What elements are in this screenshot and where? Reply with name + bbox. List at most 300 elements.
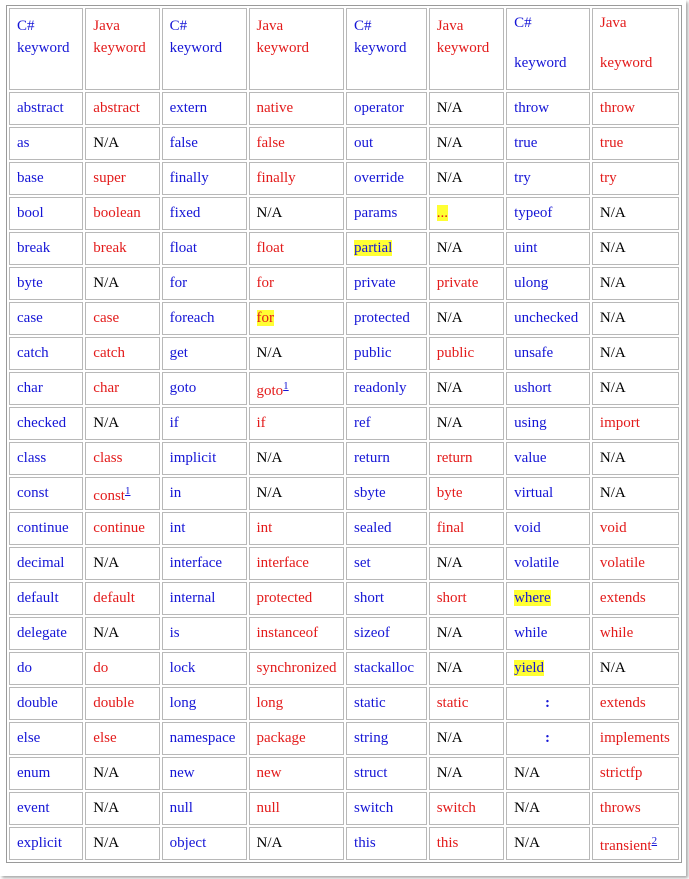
keyword-text: char — [17, 380, 43, 396]
csharp-keyword-cell — [506, 512, 590, 545]
table-row — [9, 92, 679, 125]
keyword-text: N/A — [436, 555, 463, 571]
java-keyword-cell — [249, 197, 345, 230]
java-keyword-cell — [592, 652, 679, 685]
table-row — [9, 582, 679, 615]
keyword-text: static — [436, 695, 469, 711]
java-keyword-cell — [85, 582, 159, 615]
keyword-text: interface — [256, 555, 309, 571]
keyword-text: catch — [93, 345, 125, 361]
keyword-text: lock — [169, 660, 196, 676]
keyword-text: double — [17, 695, 58, 711]
keyword-text: new — [169, 765, 195, 781]
csharp-keyword-cell — [162, 547, 247, 580]
csharp-keyword-cell — [506, 372, 590, 405]
table-row — [9, 372, 679, 405]
csharp-keyword-cell — [506, 127, 590, 160]
csharp-keyword-cell — [346, 582, 427, 615]
java-keyword-cell — [249, 407, 345, 440]
table-body — [9, 92, 679, 860]
keyword-text: while — [514, 625, 548, 641]
table-row — [9, 337, 679, 370]
csharp-keyword-cell — [162, 477, 247, 510]
keyword-text: finally — [256, 170, 296, 186]
keyword-text: case — [93, 310, 120, 326]
header-lang: Java — [93, 18, 120, 34]
keyword-text: N/A — [93, 135, 120, 151]
keyword-text: struct — [354, 765, 388, 781]
header-row — [9, 8, 679, 90]
keyword-text: int — [256, 520, 273, 536]
keyword-text: volatile — [514, 555, 560, 571]
java-keyword-cell — [85, 127, 159, 160]
csharp-keyword-cell — [506, 302, 590, 335]
header-csharp-3 — [346, 8, 427, 90]
java-keyword-cell — [592, 302, 679, 335]
csharp-keyword-cell — [506, 617, 590, 650]
keyword-text: enum — [17, 765, 51, 781]
keyword-text: N/A — [436, 415, 463, 431]
java-keyword-cell — [429, 197, 504, 230]
table-row — [9, 617, 679, 650]
csharp-keyword-cell — [162, 267, 247, 300]
csharp-keyword-cell — [346, 652, 427, 685]
keyword-text: this — [354, 835, 376, 851]
keyword-text: bool — [17, 205, 44, 221]
keyword-text: const — [93, 487, 125, 504]
csharp-keyword-cell — [9, 127, 83, 160]
csharp-keyword-cell — [506, 547, 590, 580]
csharp-keyword-cell — [162, 127, 247, 160]
csharp-keyword-cell — [9, 792, 83, 825]
java-keyword-cell — [429, 232, 504, 265]
keyword-text: checked — [17, 415, 67, 431]
header-lang: C# — [514, 15, 532, 31]
keyword-text: extends — [599, 695, 646, 711]
keyword-text: try — [599, 170, 617, 186]
csharp-keyword-cell — [506, 407, 590, 440]
keyword-text: N/A — [436, 100, 463, 116]
keyword-text: is — [169, 625, 180, 641]
table-row — [9, 197, 679, 230]
csharp-keyword-cell — [346, 477, 427, 510]
csharp-keyword-cell — [506, 722, 590, 755]
footnote-link[interactable]: 1 — [124, 484, 131, 497]
java-keyword-cell — [592, 92, 679, 125]
keyword-text: continue — [93, 520, 145, 536]
table-row — [9, 302, 679, 335]
keyword-text: case — [17, 310, 43, 326]
keyword-text: for — [169, 275, 188, 291]
keyword-text: strictfp — [599, 765, 643, 781]
csharp-keyword-cell — [506, 442, 590, 475]
keyword-text: : — [544, 695, 550, 711]
keyword-text: N/A — [436, 730, 463, 746]
keyword-text: for — [256, 310, 274, 326]
keyword-text: N/A — [256, 450, 283, 466]
keyword-text: ushort — [514, 380, 552, 396]
csharp-keyword-cell — [9, 827, 83, 860]
table-row — [9, 687, 679, 720]
keyword-text: super — [93, 170, 126, 186]
keyword-text: long — [256, 695, 284, 711]
csharp-keyword-cell — [162, 372, 247, 405]
keyword-text: instanceof — [256, 625, 319, 641]
keyword-text: N/A — [93, 555, 120, 571]
keyword-text: float — [169, 240, 198, 256]
java-keyword-cell — [249, 267, 345, 300]
java-keyword-cell — [85, 162, 159, 195]
keyword-text: class — [93, 450, 123, 466]
keyword-text: N/A — [256, 205, 283, 221]
java-keyword-cell — [429, 617, 504, 650]
java-keyword-cell — [249, 652, 345, 685]
csharp-keyword-cell — [162, 722, 247, 755]
header-word: keyword — [93, 40, 146, 56]
csharp-keyword-cell — [346, 617, 427, 650]
java-keyword-cell — [592, 477, 679, 510]
keyword-text: in — [169, 485, 182, 501]
csharp-keyword-cell — [9, 442, 83, 475]
csharp-keyword-cell — [346, 722, 427, 755]
csharp-keyword-cell — [506, 477, 590, 510]
keyword-text: internal — [169, 590, 216, 606]
table-row — [9, 267, 679, 300]
table-row — [9, 547, 679, 580]
keyword-text: false — [169, 135, 198, 151]
keyword-text: N/A — [599, 240, 626, 256]
keyword-text: interface — [169, 555, 223, 571]
csharp-keyword-cell — [162, 302, 247, 335]
java-keyword-cell — [249, 722, 345, 755]
java-keyword-cell — [592, 827, 679, 860]
footnote-link[interactable]: 2 — [651, 834, 658, 847]
keyword-text: default — [93, 590, 135, 606]
java-keyword-cell — [249, 302, 345, 335]
java-keyword-cell — [429, 477, 504, 510]
csharp-keyword-cell — [9, 687, 83, 720]
java-keyword-cell — [429, 512, 504, 545]
keyword-text: private — [354, 275, 396, 291]
java-keyword-cell — [429, 582, 504, 615]
csharp-keyword-cell — [162, 162, 247, 195]
java-keyword-cell — [429, 337, 504, 370]
java-keyword-cell — [429, 757, 504, 790]
csharp-keyword-cell — [506, 652, 590, 685]
csharp-keyword-cell — [9, 372, 83, 405]
java-keyword-cell — [249, 477, 345, 510]
keyword-text: base — [17, 170, 44, 186]
java-keyword-cell — [592, 372, 679, 405]
keyword-text: boolean — [93, 205, 141, 221]
keyword-text: N/A — [436, 660, 463, 676]
csharp-keyword-cell — [9, 197, 83, 230]
csharp-keyword-cell — [9, 617, 83, 650]
table-row — [9, 477, 679, 510]
keyword-text: : — [544, 730, 550, 746]
csharp-keyword-cell — [162, 407, 247, 440]
csharp-keyword-cell — [346, 407, 427, 440]
java-keyword-cell — [249, 162, 345, 195]
java-keyword-cell — [249, 827, 345, 860]
keyword-text: delegate — [17, 625, 67, 641]
java-keyword-cell — [429, 372, 504, 405]
header-word: keyword — [17, 40, 70, 56]
keyword-text: typeof — [514, 205, 553, 221]
keyword-text: virtual — [514, 485, 554, 501]
header-csharp-1 — [9, 8, 83, 90]
java-keyword-cell — [429, 407, 504, 440]
keyword-text: N/A — [599, 310, 626, 326]
keyword-text: break — [17, 240, 51, 256]
keyword-text: true — [514, 135, 538, 151]
keyword-text: N/A — [599, 450, 626, 466]
java-keyword-cell — [249, 792, 345, 825]
csharp-keyword-cell — [506, 582, 590, 615]
keyword-text: break — [93, 240, 127, 256]
keyword-text: if — [169, 415, 179, 431]
keyword-text: default — [17, 590, 59, 606]
csharp-keyword-cell — [506, 687, 590, 720]
keyword-text: N/A — [599, 660, 626, 676]
csharp-keyword-cell — [346, 372, 427, 405]
java-keyword-cell — [85, 617, 159, 650]
keyword-text: N/A — [436, 625, 463, 641]
csharp-keyword-cell — [346, 337, 427, 370]
java-keyword-cell — [592, 687, 679, 720]
footnote-link[interactable]: 1 — [283, 379, 289, 392]
keyword-text: get — [169, 345, 188, 361]
keyword-text: ... — [436, 205, 448, 221]
keyword-text: new — [256, 765, 282, 781]
keyword-text: void — [514, 520, 541, 536]
table-row — [9, 827, 679, 860]
java-keyword-cell — [429, 442, 504, 475]
java-keyword-cell — [592, 442, 679, 475]
java-keyword-cell — [85, 547, 159, 580]
footnote-marker — [652, 833, 658, 847]
java-keyword-cell — [592, 232, 679, 265]
java-keyword-cell — [249, 442, 345, 475]
keyword-text: native — [256, 100, 294, 116]
csharp-keyword-cell — [346, 442, 427, 475]
keyword-text: N/A — [93, 765, 120, 781]
keyword-text: where — [514, 590, 551, 606]
java-keyword-cell — [429, 687, 504, 720]
keyword-text: N/A — [514, 765, 540, 781]
csharp-keyword-cell — [162, 232, 247, 265]
java-keyword-cell — [85, 92, 159, 125]
csharp-keyword-cell — [346, 92, 427, 125]
csharp-keyword-cell — [346, 267, 427, 300]
keyword-text: as — [17, 135, 30, 151]
header-java-3 — [429, 8, 504, 90]
keyword-text: goto — [169, 380, 197, 396]
keyword-text: N/A — [514, 835, 540, 851]
csharp-keyword-cell — [162, 687, 247, 720]
java-keyword-cell — [85, 757, 159, 790]
csharp-keyword-cell — [9, 582, 83, 615]
java-keyword-cell — [592, 757, 679, 790]
keyword-text: char — [93, 380, 120, 396]
keyword-text: fixed — [169, 205, 201, 221]
csharp-keyword-cell — [506, 92, 590, 125]
keyword-text: throw — [514, 100, 550, 116]
java-keyword-cell — [249, 127, 345, 160]
keyword-text: do — [93, 660, 109, 676]
csharp-keyword-cell — [162, 197, 247, 230]
java-keyword-cell — [85, 267, 159, 300]
header-lang: Java — [436, 18, 464, 34]
keyword-text: short — [436, 590, 467, 606]
csharp-keyword-cell — [162, 792, 247, 825]
java-keyword-cell — [429, 652, 504, 685]
keyword-text: implicit — [169, 450, 217, 466]
header-word: keyword — [514, 55, 567, 71]
java-keyword-cell — [592, 337, 679, 370]
keyword-text: else — [93, 730, 117, 746]
csharp-keyword-cell — [506, 337, 590, 370]
keyword-text: value — [514, 450, 547, 466]
keyword-text: for — [256, 275, 274, 291]
keyword-text: switch — [436, 800, 476, 816]
java-keyword-cell — [85, 687, 159, 720]
header-java-1 — [85, 8, 159, 90]
java-keyword-cell — [85, 792, 159, 825]
header-lang: C# — [17, 18, 35, 34]
keyword-text: N/A — [93, 415, 120, 431]
keyword-text: else — [17, 730, 41, 746]
keyword-text: N/A — [93, 800, 120, 816]
csharp-keyword-cell — [9, 652, 83, 685]
csharp-keyword-cell — [162, 827, 247, 860]
csharp-keyword-cell — [346, 547, 427, 580]
keyword-text: stackalloc — [354, 660, 415, 676]
java-keyword-cell — [249, 232, 345, 265]
keyword-text: explicit — [17, 835, 62, 851]
csharp-keyword-cell — [346, 232, 427, 265]
keyword-text: using — [514, 415, 547, 431]
keyword-text: event — [17, 800, 50, 816]
keyword-text: N/A — [599, 345, 626, 361]
footnote-marker — [283, 378, 289, 392]
table-header — [9, 8, 679, 90]
keyword-text: volatile — [599, 555, 645, 571]
keyword-text: sealed — [354, 520, 392, 536]
keyword-text: N/A — [599, 205, 626, 221]
java-keyword-cell — [592, 547, 679, 580]
table-row — [9, 792, 679, 825]
java-keyword-cell — [429, 792, 504, 825]
keyword-text: N/A — [256, 835, 283, 851]
keyword-text: null — [256, 800, 280, 816]
csharp-keyword-cell — [9, 547, 83, 580]
keyword-text: this — [436, 835, 459, 851]
table-row — [9, 757, 679, 790]
keyword-text: uint — [514, 240, 538, 256]
java-keyword-cell — [592, 407, 679, 440]
table-row — [9, 652, 679, 685]
csharp-keyword-cell — [162, 652, 247, 685]
header-word: keyword — [436, 40, 490, 56]
csharp-keyword-cell — [346, 757, 427, 790]
keyword-text: false — [256, 135, 285, 151]
csharp-keyword-cell — [346, 127, 427, 160]
java-keyword-cell — [85, 407, 159, 440]
csharp-keyword-cell — [506, 232, 590, 265]
keyword-text: private — [436, 275, 479, 291]
java-keyword-cell — [85, 722, 159, 755]
keyword-text: finally — [169, 170, 209, 186]
keyword-text: N/A — [436, 170, 463, 186]
keyword-text: protected — [256, 590, 313, 606]
header-java-4 — [592, 8, 679, 90]
java-keyword-cell — [249, 372, 345, 405]
header-csharp-4 — [506, 8, 590, 90]
keyword-text: sizeof — [354, 625, 390, 641]
csharp-keyword-cell — [9, 337, 83, 370]
csharp-keyword-cell — [9, 162, 83, 195]
keyword-text: continue — [17, 520, 69, 536]
csharp-keyword-cell — [9, 267, 83, 300]
keyword-text: return — [436, 450, 473, 466]
java-keyword-cell — [85, 512, 159, 545]
keyword-text: byte — [17, 275, 43, 291]
keyword-text: public — [354, 345, 392, 361]
keyword-text: int — [169, 520, 186, 536]
keyword-text: unsafe — [514, 345, 554, 361]
table-row — [9, 127, 679, 160]
keyword-text: override — [354, 170, 405, 186]
header-word: keyword — [354, 40, 407, 56]
keyword-text: true — [599, 135, 624, 151]
csharp-keyword-cell — [9, 302, 83, 335]
keyword-text: if — [256, 415, 266, 431]
csharp-keyword-cell — [346, 302, 427, 335]
keyword-text: foreach — [169, 310, 215, 326]
header-lang: C# — [354, 18, 372, 34]
csharp-keyword-cell — [506, 827, 590, 860]
table-row — [9, 232, 679, 265]
keyword-text: object — [169, 835, 207, 851]
keyword-text: decimal — [17, 555, 65, 571]
java-keyword-cell — [249, 92, 345, 125]
java-keyword-cell — [85, 372, 159, 405]
keyword-text: N/A — [599, 485, 626, 501]
keyword-text: operator — [354, 100, 405, 116]
keyword-text: catch — [17, 345, 49, 361]
keyword-text: short — [354, 590, 385, 606]
keyword-text: public — [436, 345, 475, 361]
keyword-text: N/A — [599, 275, 626, 291]
csharp-keyword-cell — [162, 512, 247, 545]
keyword-text: N/A — [436, 310, 463, 326]
java-keyword-cell — [249, 617, 345, 650]
keyword-text: N/A — [436, 765, 463, 781]
java-keyword-cell — [592, 267, 679, 300]
java-keyword-cell — [85, 827, 159, 860]
keyword-text: unchecked — [514, 310, 579, 326]
csharp-keyword-cell — [162, 442, 247, 475]
keyword-text: N/A — [436, 380, 463, 396]
java-keyword-cell — [429, 92, 504, 125]
java-keyword-cell — [429, 302, 504, 335]
keyword-text: goto — [256, 382, 284, 399]
csharp-keyword-cell — [9, 477, 83, 510]
keyword-text: sbyte — [354, 485, 386, 501]
keyword-text: throws — [599, 800, 641, 816]
keyword-text: ulong — [514, 275, 549, 291]
